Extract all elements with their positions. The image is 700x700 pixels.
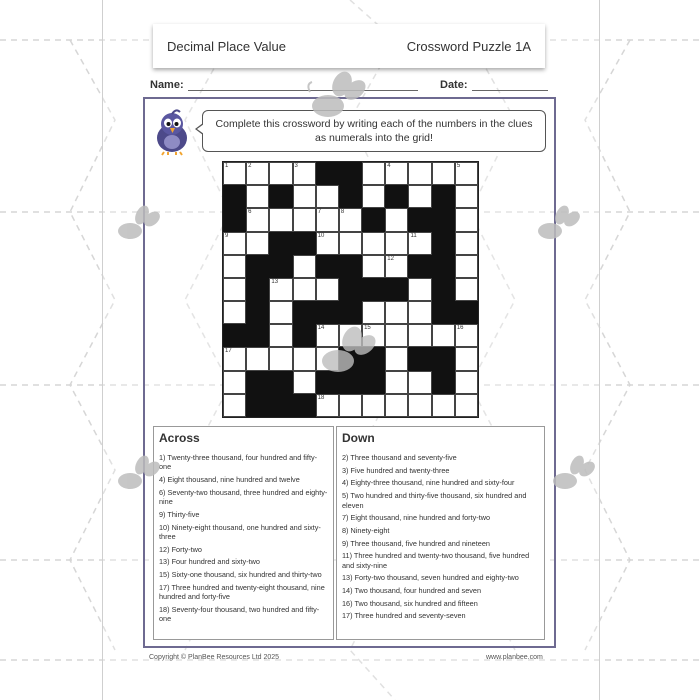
grid-cell-blocked bbox=[246, 255, 269, 278]
grid-cell-blocked bbox=[339, 301, 362, 324]
grid-cell[interactable] bbox=[293, 162, 316, 185]
clue-number: 8 bbox=[340, 209, 345, 216]
grid-cell[interactable] bbox=[316, 232, 339, 255]
clue-number: 4 bbox=[387, 163, 391, 169]
down-clue-list bbox=[342, 453, 539, 621]
clue-item: 4) Eighty-three thousand, nine hundred and sixty-four bbox=[342, 478, 515, 488]
grid-cell[interactable] bbox=[455, 162, 478, 185]
clue-item: 10) Ninety-eight thousand, one hundred and sixty-three bbox=[159, 522, 321, 542]
grid-cell-blocked bbox=[432, 232, 455, 255]
grid-cell[interactable] bbox=[339, 208, 362, 231]
grid-cell[interactable] bbox=[246, 347, 269, 370]
website-text: www.planbee.com bbox=[486, 654, 543, 661]
grid-cell[interactable] bbox=[455, 185, 478, 208]
grid-cell[interactable] bbox=[455, 394, 478, 417]
grid-cell[interactable] bbox=[455, 278, 478, 301]
clue-item: 7) Eight thousand, nine hundred and forty-two bbox=[342, 513, 491, 523]
grid-cell[interactable] bbox=[362, 301, 385, 324]
grid-cell-blocked bbox=[269, 371, 292, 394]
grid-cell[interactable] bbox=[223, 347, 246, 370]
clue-number: 12 bbox=[387, 255, 394, 262]
grid-cell[interactable] bbox=[455, 232, 478, 255]
grid-cell[interactable] bbox=[362, 232, 385, 255]
grid-cell[interactable] bbox=[385, 208, 408, 231]
grid-cell[interactable] bbox=[385, 347, 408, 370]
bee-watermark-icon bbox=[300, 70, 370, 125]
grid-cell[interactable] bbox=[223, 278, 246, 301]
clue-item: 15) Sixty-one thousand, six hundred and thirty-two bbox=[159, 570, 322, 580]
grid-cell-blocked bbox=[432, 301, 455, 324]
grid-cell[interactable] bbox=[246, 185, 269, 208]
clue-item: 5) Two hundred and thirty-five thousand, six hundred and eleven bbox=[342, 491, 527, 510]
grid-cell[interactable] bbox=[408, 162, 431, 185]
grid-cell-blocked bbox=[432, 255, 455, 278]
grid-cell-blocked bbox=[246, 301, 269, 324]
clue-item: 3) Five hundred and twenty-three bbox=[342, 465, 450, 475]
grid-cell-blocked bbox=[455, 301, 478, 324]
grid-cell-blocked bbox=[362, 208, 385, 231]
clue-number: 17 bbox=[225, 348, 232, 355]
grid-cell-blocked bbox=[316, 255, 339, 278]
grid-cell[interactable] bbox=[316, 394, 339, 417]
grid-cell[interactable] bbox=[455, 324, 478, 347]
grid-cell-blocked bbox=[408, 255, 431, 278]
grid-cell-blocked bbox=[432, 371, 455, 394]
grid-cell[interactable] bbox=[269, 162, 292, 185]
clue-item: 11) Three hundred and twenty-two thousand, five hundred and sixty-nine bbox=[342, 551, 530, 570]
clue-number: 6 bbox=[248, 209, 252, 216]
grid-cell[interactable] bbox=[362, 255, 385, 278]
grid-cell[interactable] bbox=[223, 232, 246, 255]
clue-item: 14) Two thousand, four hundred and seven bbox=[342, 586, 482, 596]
worksheet-header bbox=[153, 24, 545, 68]
clue-number: 2 bbox=[248, 163, 252, 169]
grid-cell[interactable] bbox=[269, 278, 292, 301]
clue-number: 18 bbox=[317, 394, 325, 401]
grid-cell-blocked bbox=[385, 185, 408, 208]
grid-cell[interactable] bbox=[293, 208, 316, 231]
grid-cell-blocked bbox=[316, 301, 339, 324]
clue-number: 10 bbox=[317, 232, 325, 239]
grid-cell-blocked bbox=[339, 185, 362, 208]
instruction-text: Complete this crossword by writing each of the numbers in the clues as numerals into the grid! bbox=[215, 117, 533, 144]
clue-number: 9 bbox=[225, 232, 229, 239]
clue-number: 13 bbox=[271, 278, 279, 285]
grid-cell[interactable] bbox=[269, 347, 292, 370]
grid-cell[interactable] bbox=[269, 208, 292, 231]
grid-cell[interactable] bbox=[455, 255, 478, 278]
grid-cell[interactable] bbox=[269, 324, 292, 347]
clue-item: 8) Ninety-eight bbox=[342, 525, 390, 535]
grid-cell-blocked bbox=[246, 278, 269, 301]
grid-cell[interactable] bbox=[408, 394, 431, 417]
clue-number: 1 bbox=[225, 163, 229, 169]
grid-cell[interactable] bbox=[408, 301, 431, 324]
clue-item: 9) Three thousand, five hundred and nineteen bbox=[342, 538, 490, 548]
grid-cell-blocked bbox=[269, 232, 292, 255]
down-heading: Down bbox=[342, 431, 375, 445]
grid-cell[interactable] bbox=[362, 394, 385, 417]
grid-cell-blocked bbox=[385, 278, 408, 301]
grid-cell-blocked bbox=[339, 255, 362, 278]
clue-item: 13) Forty-two thousand, seven hundred and eighty-two bbox=[342, 573, 519, 583]
clue-item: 6) Seventy-two thousand, three hundred and eighty-nine bbox=[159, 487, 328, 507]
name-field[interactable] bbox=[150, 78, 418, 91]
grid-cell[interactable] bbox=[246, 208, 269, 231]
grid-cell[interactable] bbox=[385, 324, 408, 347]
grid-cell-blocked bbox=[316, 162, 339, 185]
grid-cell[interactable] bbox=[455, 371, 478, 394]
grid-cell[interactable] bbox=[316, 185, 339, 208]
grid-cell[interactable] bbox=[316, 208, 339, 231]
grid-cell[interactable] bbox=[339, 394, 362, 417]
grid-cell-blocked bbox=[339, 278, 362, 301]
grid-cell-blocked bbox=[293, 301, 316, 324]
grid-cell[interactable] bbox=[408, 324, 431, 347]
grid-cell-blocked bbox=[362, 278, 385, 301]
grid-cell[interactable] bbox=[408, 371, 431, 394]
grid-cell[interactable] bbox=[362, 185, 385, 208]
clue-number: 7 bbox=[317, 209, 322, 216]
grid-cell[interactable] bbox=[293, 185, 316, 208]
grid-cell-blocked bbox=[408, 347, 431, 370]
clue-item: 16) Two thousand, six hundred and fifteen bbox=[342, 598, 478, 608]
clue-number: 5 bbox=[456, 163, 461, 169]
date-field[interactable] bbox=[440, 78, 548, 91]
grid-cell[interactable] bbox=[293, 278, 316, 301]
grid-cell-blocked bbox=[246, 371, 269, 394]
bee-watermark-icon bbox=[110, 455, 160, 495]
clue-item: 4) Eight thousand, nine hundred and twelve bbox=[159, 475, 300, 485]
name-label: Name: bbox=[150, 79, 184, 91]
grid-cell[interactable] bbox=[223, 162, 246, 185]
grid-cell[interactable] bbox=[339, 232, 362, 255]
grid-cell[interactable] bbox=[246, 162, 269, 185]
clue-item: 1) Twenty-three thousand, four hundred and fifty-one bbox=[159, 453, 318, 472]
grid-cell[interactable] bbox=[385, 162, 408, 185]
clue-item: 18) Seventy-four thousand, two hundred and fifty-one bbox=[159, 604, 320, 624]
grid-cell-blocked bbox=[432, 347, 455, 370]
grid-cell-blocked bbox=[269, 255, 292, 278]
grid-cell[interactable] bbox=[269, 301, 292, 324]
instruction-bubble bbox=[202, 110, 546, 152]
grid-cell-blocked bbox=[223, 208, 246, 231]
date-line[interactable] bbox=[472, 78, 548, 91]
grid-cell[interactable] bbox=[246, 232, 269, 255]
grid-cell[interactable] bbox=[316, 278, 339, 301]
bee-watermark-icon bbox=[110, 205, 160, 245]
clue-item: 12) Forty-two bbox=[159, 544, 202, 554]
clue-item: 17) Three hundred and seventy-seven bbox=[342, 611, 466, 621]
clue-item: 13) Four hundred and sixty-two bbox=[159, 557, 260, 567]
copyright-text: Copyright © PlanBee Resources Ltd 2025 bbox=[149, 654, 280, 661]
grid-cell-blocked bbox=[293, 232, 316, 255]
grid-cell-blocked bbox=[432, 208, 455, 231]
grid-cell[interactable] bbox=[408, 232, 431, 255]
grid-cell[interactable] bbox=[455, 347, 478, 370]
across-clues-panel bbox=[153, 426, 334, 640]
clue-number: 14 bbox=[317, 325, 325, 332]
grid-cell[interactable] bbox=[385, 371, 408, 394]
grid-cell[interactable] bbox=[223, 255, 246, 278]
grid-cell-blocked bbox=[293, 394, 316, 417]
grid-cell[interactable] bbox=[385, 394, 408, 417]
grid-cell[interactable] bbox=[223, 301, 246, 324]
grid-cell[interactable] bbox=[385, 255, 408, 278]
grid-cell-blocked bbox=[432, 278, 455, 301]
clue-item: 2) Three thousand and seventy-five bbox=[342, 453, 457, 462]
grid-cell[interactable] bbox=[432, 324, 455, 347]
grid-cell-blocked bbox=[246, 324, 269, 347]
grid-cell[interactable] bbox=[432, 162, 455, 185]
grid-cell[interactable] bbox=[455, 208, 478, 231]
clue-item: 9) Thirty-five bbox=[159, 509, 200, 519]
grid-cell-blocked bbox=[223, 324, 246, 347]
grid-cell-blocked bbox=[408, 208, 431, 231]
clue-number: 3 bbox=[294, 163, 298, 169]
grid-cell[interactable] bbox=[362, 162, 385, 185]
grid-cell[interactable] bbox=[408, 278, 431, 301]
grid-cell[interactable] bbox=[223, 394, 246, 417]
bee-watermark-icon bbox=[545, 455, 595, 495]
grid-cell-blocked bbox=[246, 394, 269, 417]
subject-title: Decimal Place Value bbox=[167, 38, 286, 54]
grid-cell-blocked bbox=[269, 394, 292, 417]
grid-cell-blocked bbox=[339, 162, 362, 185]
grid-cell-blocked bbox=[432, 185, 455, 208]
grid-cell[interactable] bbox=[385, 301, 408, 324]
bee-watermark-icon bbox=[310, 325, 380, 380]
puzzle-title: Crossword Puzzle 1A bbox=[406, 38, 531, 54]
grid-cell[interactable] bbox=[223, 371, 246, 394]
bird-mascot-icon bbox=[150, 108, 194, 156]
down-clues-panel bbox=[336, 426, 545, 640]
clue-number: 15 bbox=[364, 325, 371, 332]
grid-cell-blocked bbox=[223, 185, 246, 208]
across-clue-list bbox=[159, 453, 328, 624]
grid-cell[interactable] bbox=[385, 232, 408, 255]
grid-cell[interactable] bbox=[432, 394, 455, 417]
grid-cell[interactable] bbox=[408, 185, 431, 208]
clue-number: 16 bbox=[456, 325, 464, 332]
date-label: Date: bbox=[440, 79, 468, 91]
clue-number: 11 bbox=[410, 232, 417, 239]
grid-cell-blocked bbox=[269, 185, 292, 208]
bee-watermark-icon bbox=[530, 205, 580, 245]
clue-item: 17) Three hundred and twenty-eight thousand, nine hundred and forty-five bbox=[159, 582, 325, 602]
across-heading: Across bbox=[159, 431, 200, 445]
grid-cell[interactable] bbox=[293, 255, 316, 278]
